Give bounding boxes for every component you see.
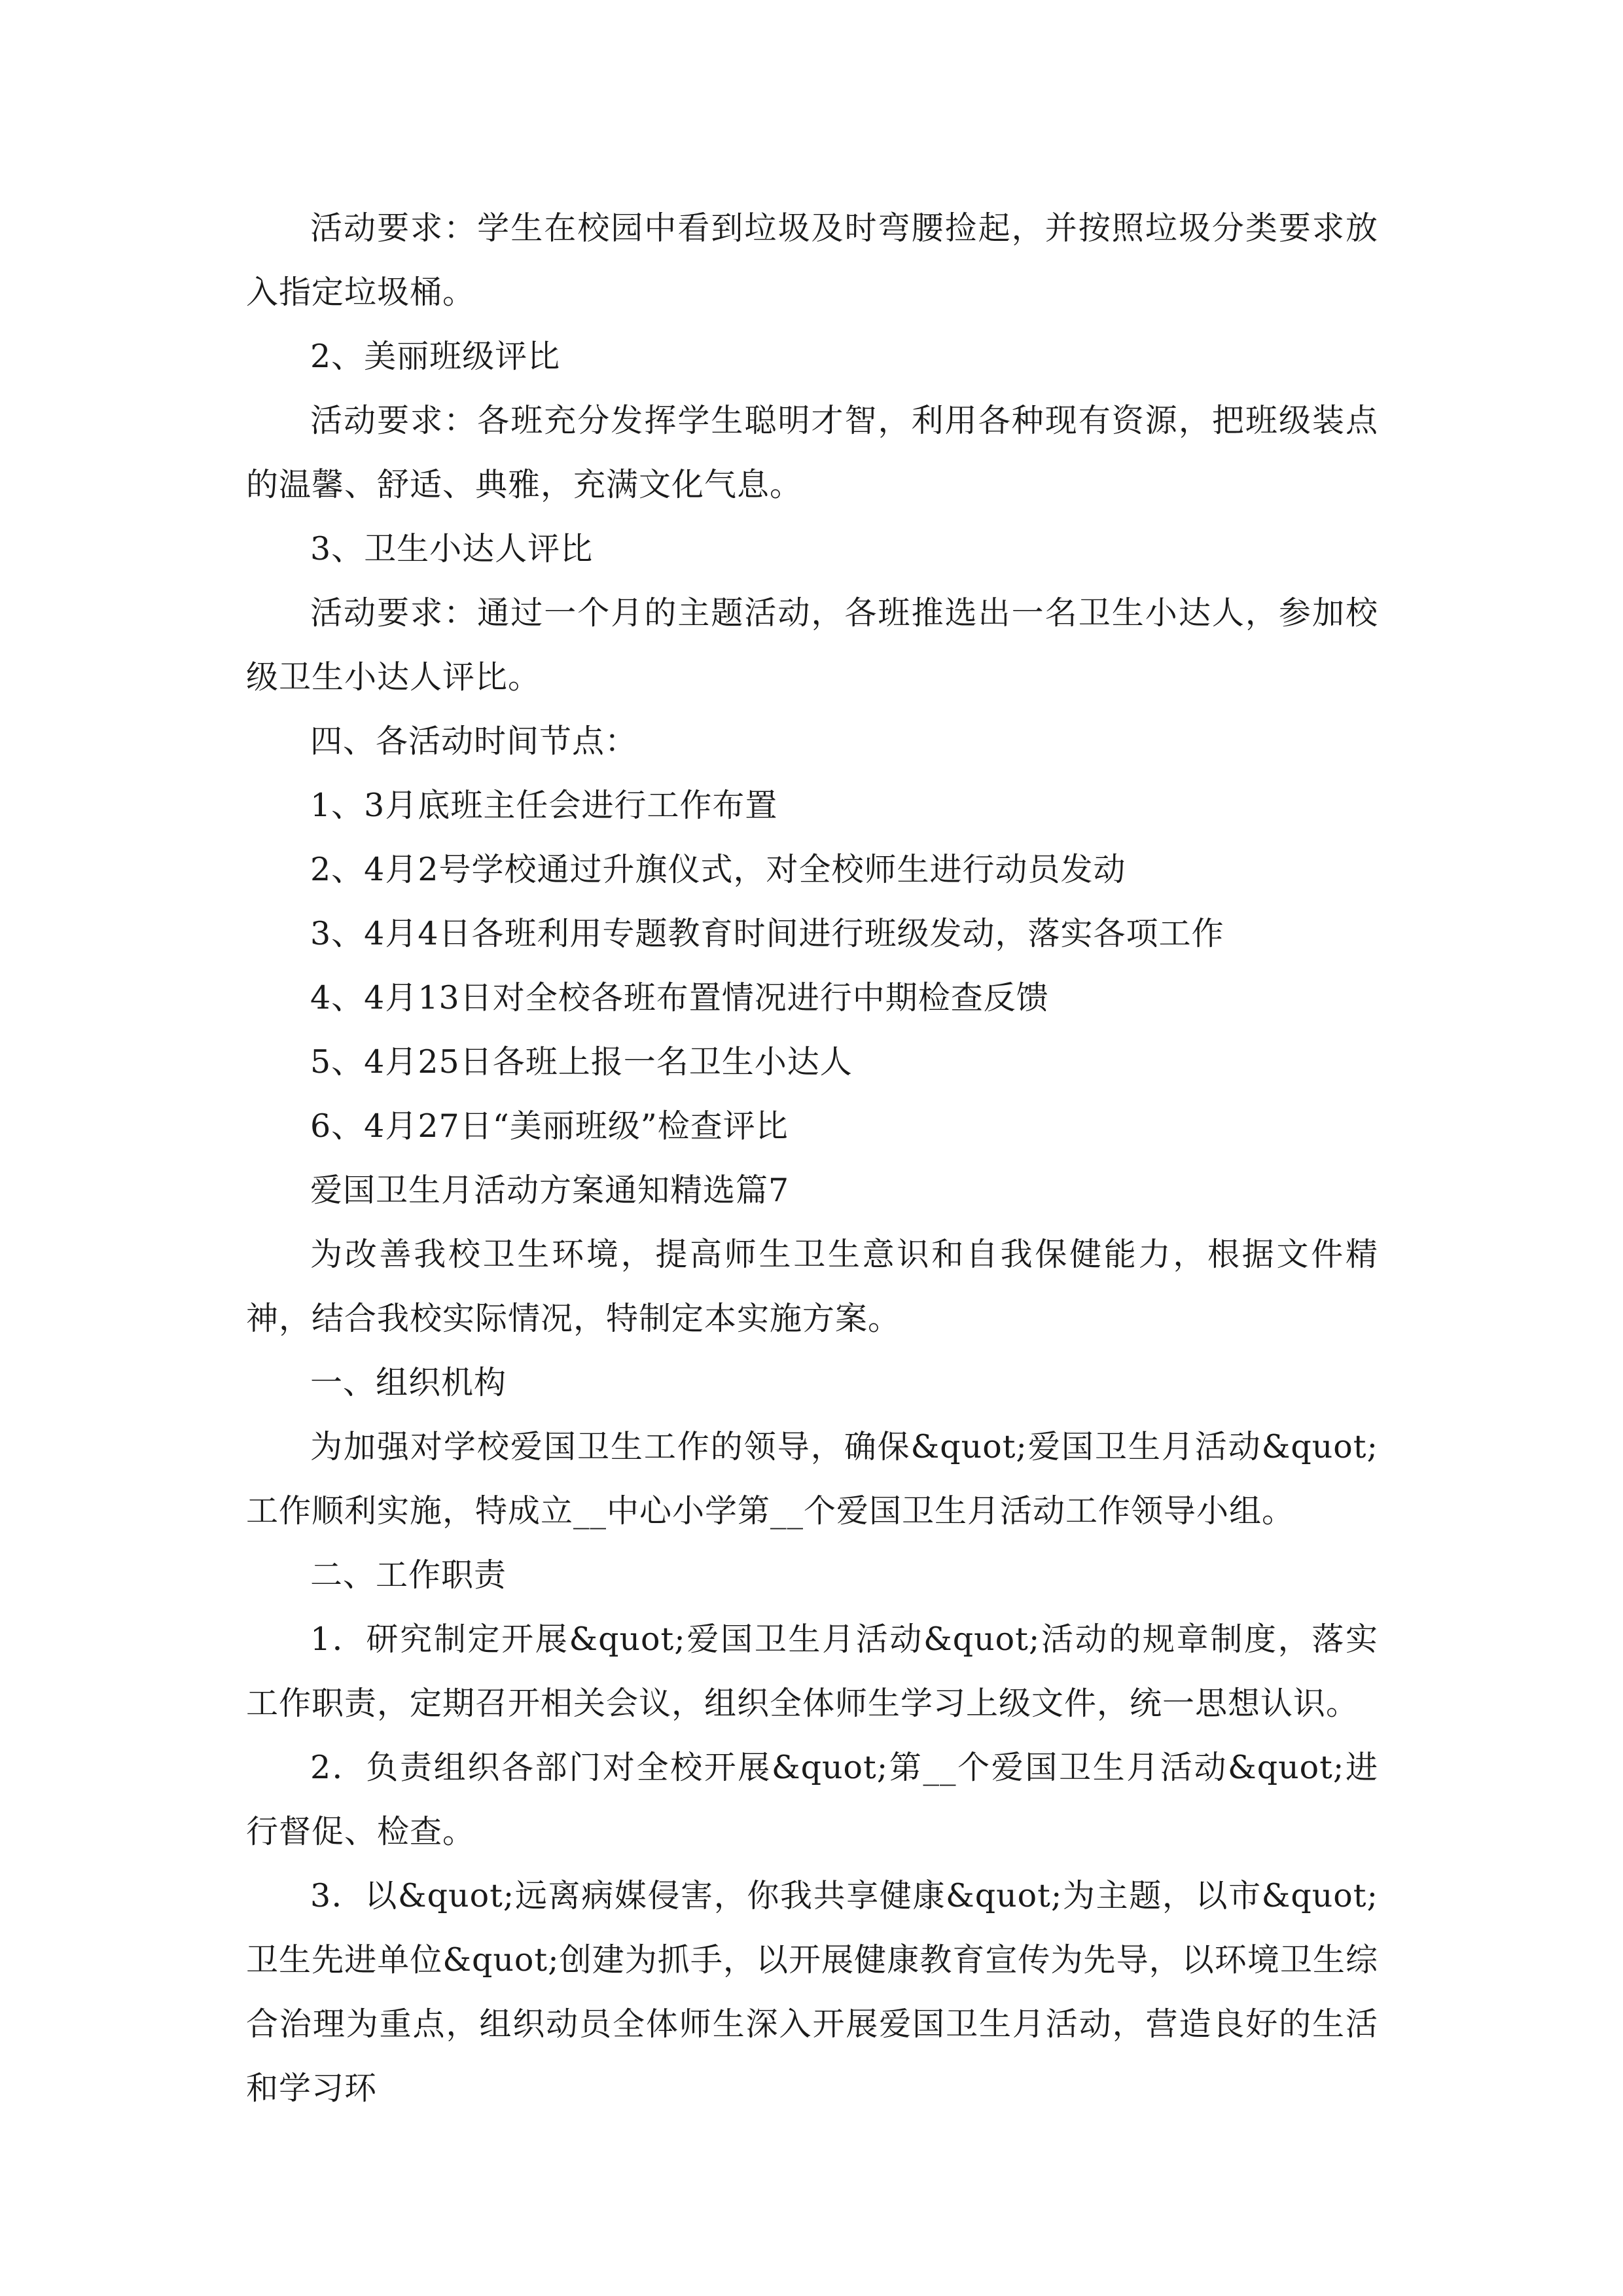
heading-hygiene-expert: 3、卫生小达人评比 [310, 530, 594, 567]
paragraph-duty-3: 3．以&quot;远离病媒侵害，你我共享健康&quot;为主题，以市&quot;卫生先进单位&quot;创建为抓手，以开展健康教育宣传为先导，以环境卫生综合治理为重点，组织动员全体师生深入开展爱国卫生月活动，营造良好的生活和学习环 [246, 1877, 1378, 2107]
paragraph-activity-requirement-3: 活动要求：通过一个月的主题活动，各班推选出一名卫生小达人，参加校级卫生小达人评比。 [246, 594, 1378, 696]
heading-time-nodes: 四、各活动时间节点： [310, 723, 638, 760]
timeline-item-1: 1、3月底班主任会进行工作布置 [310, 787, 778, 824]
paragraph-intro: 为改善我校卫生环境，提高师生卫生意识和自我保健能力，根据文件精神，结合我校实际情况，特制定本实施方案。 [246, 1236, 1378, 1337]
paragraph-duty-2: 2．负责组织各部门对全校开展&quot;第__个爱国卫生月活动&quot;进行督促、检查。 [246, 1749, 1378, 1850]
paragraph-activity-requirement-1: 活动要求：学生在校园中看到垃圾及时弯腰捡起，并按照垃圾分类要求放入指定垃圾桶。 [246, 209, 1378, 311]
timeline-item-3: 3、4月4日各班利用专题教育时间进行班级发动，落实各项工作 [310, 915, 1224, 952]
paragraph-organization: 为加强对学校爱国卫生工作的领导，确保&quot;爱国卫生月活动&quot;工作顺利实施，特成立__中心小学第__个爱国卫生月活动工作领导小组。 [246, 1428, 1378, 1530]
document-body [246, 196, 1378, 2121]
paragraph-duty-1: 1．研究制定开展&quot;爱国卫生月活动&quot;活动的规章制度，落实工作职责，定期召开相关会议，组织全体师生学习上级文件，统一思想认识。 [246, 1621, 1378, 1722]
heading-organization: 一、组织机构 [310, 1364, 507, 1401]
timeline-item-4: 4、4月13日对全校各班布置情况进行中期检查反馈 [310, 979, 1049, 1016]
paragraph-activity-requirement-2: 活动要求：各班充分发挥学生聪明才智，利用各种现有资源，把班级装点的温馨、舒适、典雅，充满文化气息。 [246, 402, 1378, 503]
section-title-chapter-7: 爱国卫生月活动方案通知精选篇7 [310, 1172, 790, 1209]
timeline-item-5: 5、4月25日各班上报一名卫生小达人 [310, 1043, 853, 1081]
timeline-item-6: 6、4月27日“美丽班级”检查评比 [310, 1107, 789, 1145]
heading-beautiful-class: 2、美丽班级评比 [310, 338, 561, 375]
heading-duties: 二、工作职责 [310, 1556, 507, 1594]
timeline-item-2: 2、4月2号学校通过升旗仪式，对全校师生进行动员发动 [310, 851, 1126, 888]
